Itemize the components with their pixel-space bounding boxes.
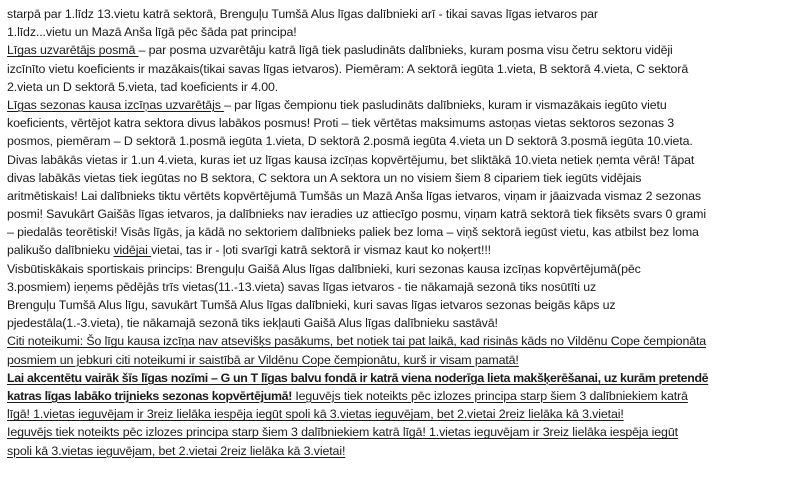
text-line-11 — [7, 187, 795, 205]
text-run: Divas labākās vietas ir 1.un 4.vieta, kuras iet uz līgas kausa izcīņas kopvērtējumu, bet sliktākā 10.vieta netiek ņemta vērā! Tāpat — [7, 152, 695, 167]
text-run: Visbūtiskākais sportiskais princips: Brenguļu Gaišā Alus līgas dalībnieki, kuri sezonas kausa izcīņas kopvērtējumā(pēc — [7, 261, 641, 276]
text-run: 1.līdz...vietu un Mazā Anša līgā pēc šāda pat principa! — [7, 25, 297, 40]
text-run: starpā par 1.līdz 13.vietu katrā sektorā, Brenguļu Tumšā Alus līgas dalībnieki arī - tikai savas līgas ietvaros par — [7, 7, 598, 21]
text-run: – par līgas čempionu tiek pasludināts dalībnieks, kuram ir vismazākais iegūto vietu — [224, 97, 667, 112]
text-line-25 — [7, 442, 795, 460]
text-run: katras līgas labāko trijnieks sezonas kopvērtējumā! — [7, 388, 292, 403]
text-line-23 — [7, 405, 795, 423]
text-line-13 — [7, 223, 795, 241]
text-run: izcīnīto vietu koeficients ir mazākais(tikai savas līgas ietvaros). Piemēram: A sektorā iegūta 1.vieta, B sektorā 4.vieta, C sektorā — [7, 61, 689, 76]
text-line-17 — [7, 296, 795, 314]
text-run: Brenguļu Tumšā Alus līgu, savukārt Tumšā Alus līgas dalībnieki, kuri savas līgas ietvaros sezonas beigās kāps uz — [7, 298, 616, 312]
text-run: vidējai — [113, 243, 152, 258]
text-run: koeficients, vērtējot katra sektora divus labākos posmus! Proti – tiek vērtētas maksimums astoņas vietas sektoros sezonas 3 — [7, 116, 675, 131]
text-run: līgā! 1.vietas ieguvējam ir 3reiz lielāka iespēja iegūt spoli kā 3.vietas ieguvējam, bet 2.vietai 2reiz lielāka kā 3.vietai! — [7, 407, 624, 422]
text-line-5 — [7, 78, 795, 96]
text-line-6 — [7, 96, 795, 114]
text-run: 3.posmiem) ieņems pēdējās trīs vietas(11.-13.vieta) savas līgas ietvaros - tie nākamajā sezonā tiks nosūtīti uz — [7, 279, 597, 294]
text-line-1 — [7, 5, 795, 23]
text-line-4 — [7, 60, 795, 78]
text-line-18 — [7, 314, 795, 332]
text-run: Ieguvējs tiek noteikts pēc izlozes principa starp šiem 3 dalībniekiem katrā līgā! 1.vietas ieguvējam ir 3reiz lielāka iespēja iegūt — [7, 425, 678, 440]
text-run: pjedestāla(1.-3.vieta), tie nākamajā sezonā tiks iekļauti Gaišā Alus līgas dalībnieku sastāvā! — [7, 316, 498, 331]
text-run: divas labākās vietas tiek iegūtas no B sektora, C sektora un A sektora un no visiem šiem 8 cipariem tiek iegūts vidējais — [7, 170, 642, 185]
text-run: posmos, piemēram – D sektorā 1.posmā iegūta 1.vieta, D sektorā 2.posmā iegūta 4.vieta un D sektorā 3.posmā iegūta 10.vieta. — [7, 134, 693, 149]
document-body — [7, 5, 795, 460]
text-line-19 — [7, 332, 795, 350]
text-run: Ieguvējs tiek noteikts pēc izlozes principa starp šiem 3 dalībniekiem katrā — [292, 388, 688, 403]
text-run: aritmētiskais! Lai dalībnieks tiktu vērtēts kopvērtējumā Tumšās un Mazā Anša līgas ietvaros, viņam ir jāaizvada vismaz 2 sezonas — [7, 188, 701, 203]
text-line-14 — [7, 241, 795, 259]
text-run: Lai akcentētu vairāk šīs līgas nozīmi – G un T līgas balvu fondā ir katrā viena noderīga lieta makšķerēšanai, uz kurām pretendē — [7, 370, 709, 385]
text-run: palikušo dalībnieku — [7, 243, 114, 258]
text-line-10 — [7, 169, 795, 187]
text-line-15 — [7, 260, 795, 278]
text-line-8 — [7, 132, 795, 150]
text-line-21 — [7, 369, 795, 387]
text-line-9 — [7, 151, 795, 169]
text-run: – piedalās teorētiski! Visās līgās, ja kādā no sektoriem dalībnieks paliek bez loma – viņš sektorā iegūst vietu, kas atbilst bez loma — [7, 225, 699, 240]
text-line-12 — [7, 205, 795, 223]
text-run: Citi noteikumi: Šo līgu kausa izcīņa nav atsevišķs pasākums, bet notiek tai pat laikā, kad risinās kāds no Vildēnu Cope čempionāta — [7, 334, 707, 349]
text-run: posmiem un jebkuri citi noteikumi ir saistībā ar Vildēnu Cope čempionātu, kurš ir visam pamatā! — [7, 352, 519, 367]
text-line-3 — [7, 41, 795, 59]
text-run: Līgas sezonas kausa izcīņas uzvarētājs — [7, 97, 225, 112]
text-run: 2.vieta un D sektorā 5.vieta, tad koeficients ir 4.00. — [7, 79, 279, 94]
text-line-22 — [7, 387, 795, 405]
text-run: Līgas uzvarētājs posmā — [7, 43, 139, 58]
text-line-20 — [7, 351, 795, 369]
text-line-7 — [7, 114, 795, 132]
text-line-16 — [7, 278, 795, 296]
text-line-24 — [7, 423, 795, 441]
text-run: posmi! Savukārt Gaišās līgas ietvaros, ja dalībnieks nav ieradies uz attiecīgo posmu, viņam katrā sektorā tiek fiksēts svars 0 grami — [7, 207, 706, 222]
text-run: vietai, tas ir - ļoti svarīgi katrā sektorā ir vismaz kaut ko noķert!!! — [151, 243, 491, 258]
text-line-2 — [7, 23, 795, 41]
text-run: spoli kā 3.vietas ieguvējam, bet 2.vietai 2reiz lielāka kā 3.vietai! — [7, 443, 346, 458]
text-run: – par posma uzvarētāju katrā līgā tiek pasludināts dalībnieks, kuram posma visu četru sektoru vidēji — [138, 43, 673, 58]
